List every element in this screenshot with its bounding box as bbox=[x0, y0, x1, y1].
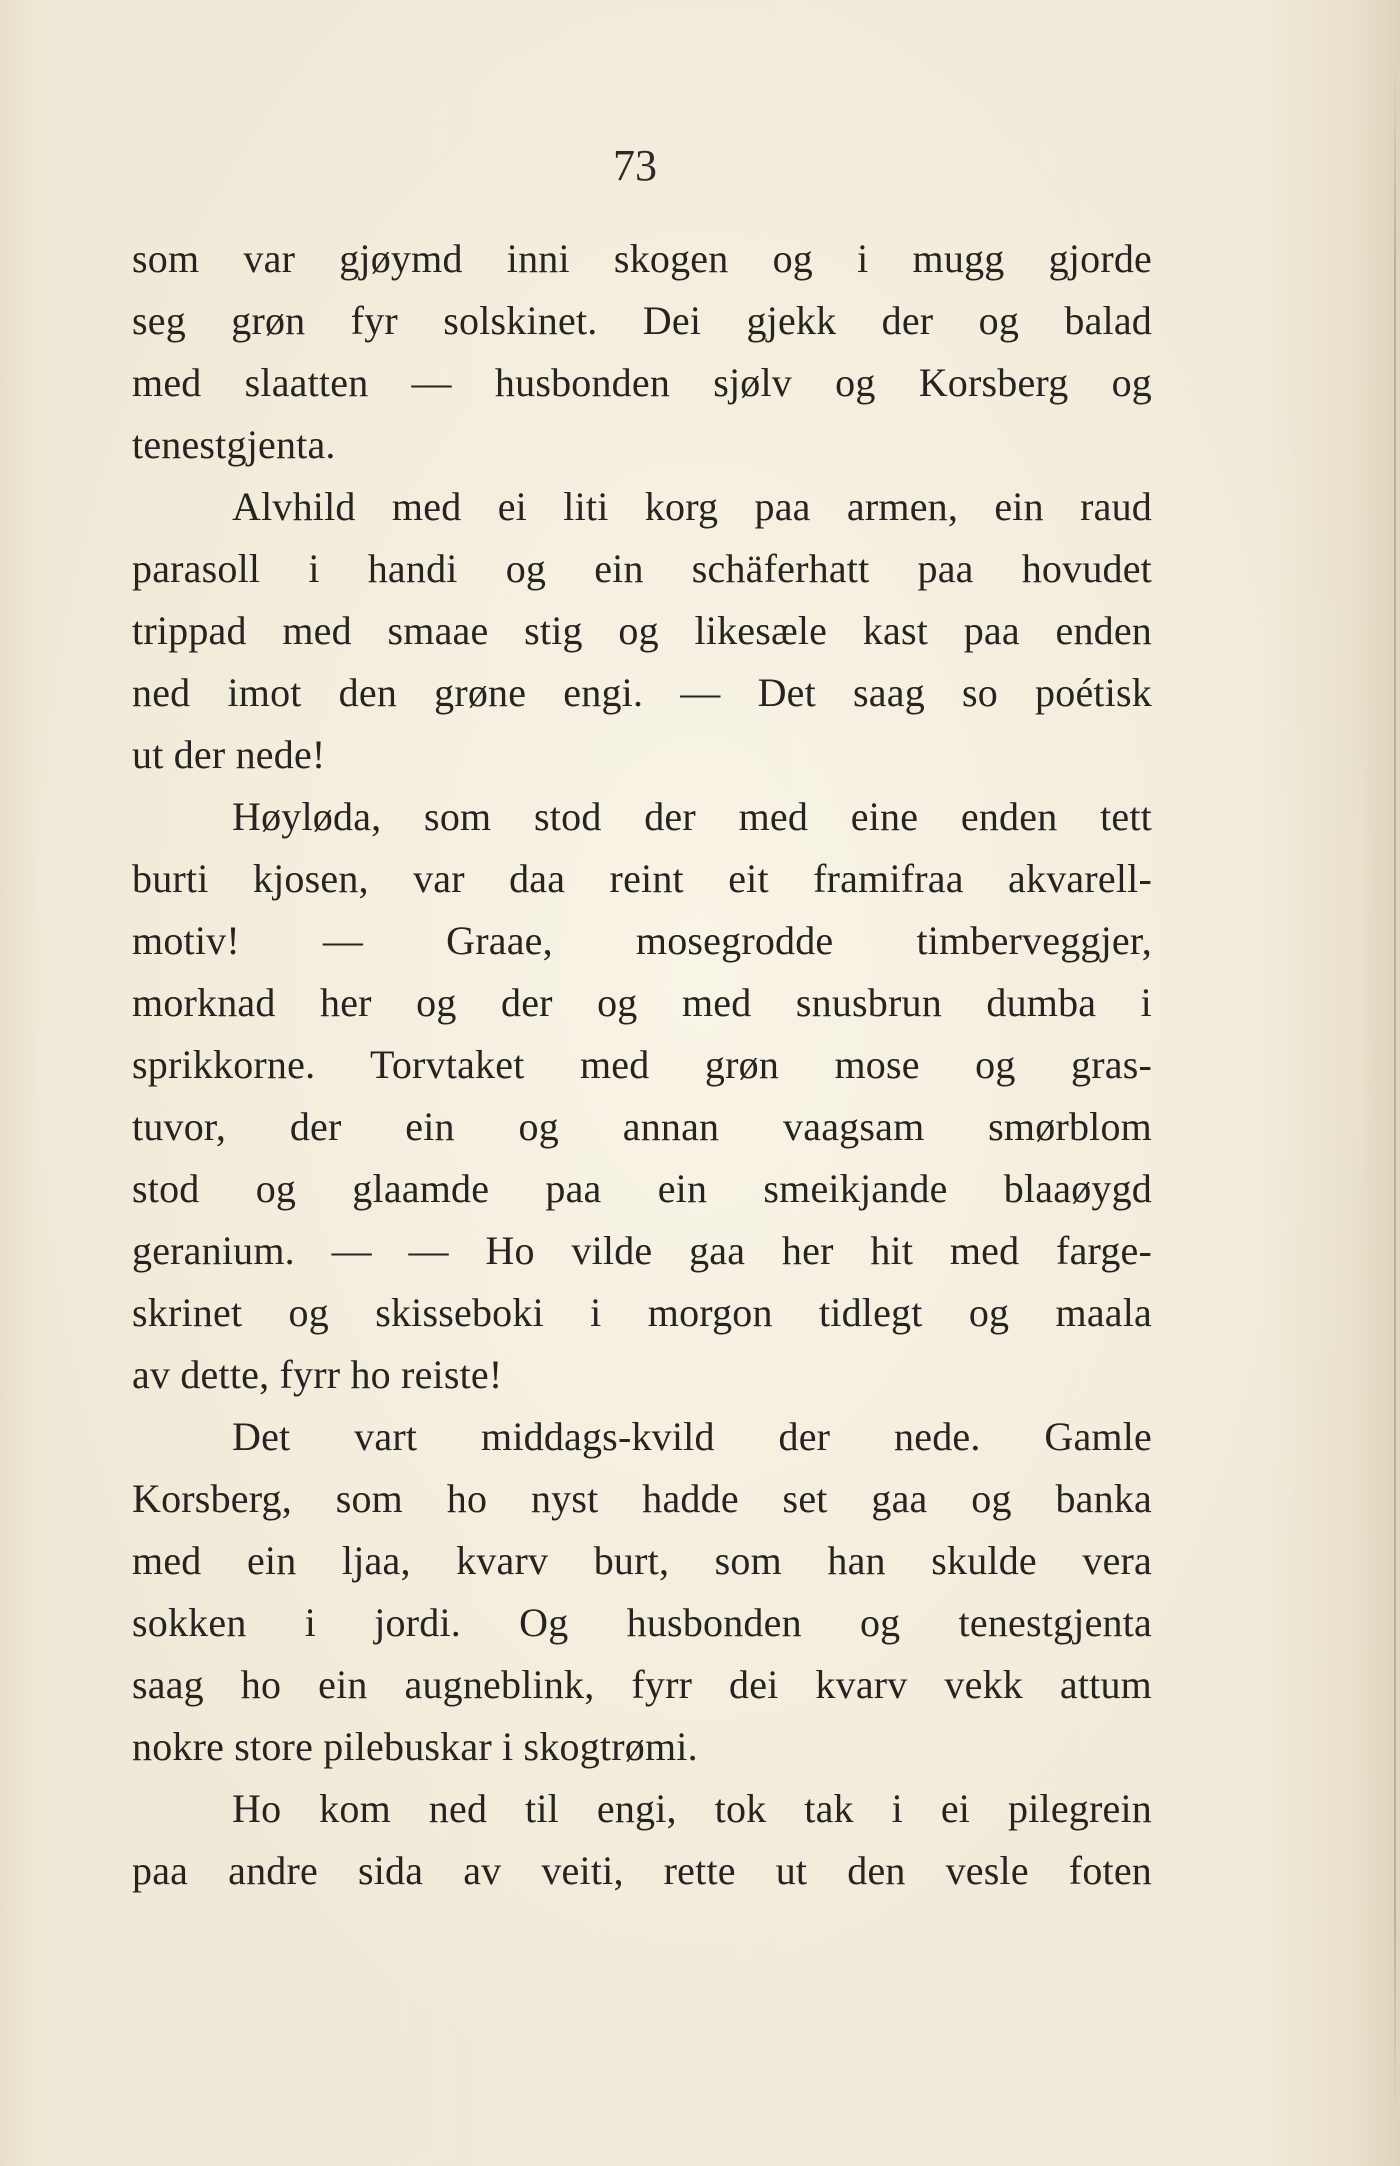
text-line: seg grøn fyr solskinet. Dei gjekk der og balad bbox=[132, 298, 1152, 343]
body-text bbox=[132, 228, 1152, 1902]
text-line: burti kjosen, var daa reint eit framifraa akvarell- bbox=[132, 856, 1152, 901]
text-line: som var gjøymd inni skogen og i mugg gjorde bbox=[132, 236, 1152, 281]
text-line: morknad her og der og med snusbrun dumba i bbox=[132, 980, 1152, 1025]
page-number: 73 bbox=[613, 141, 657, 190]
text-line: geranium. — — Ho vilde gaa her hit med farge- bbox=[132, 1228, 1152, 1273]
text-line: med ein ljaa, kvarv burt, som han skulde vera bbox=[132, 1538, 1152, 1583]
text-line: sprikkorne. Torvtaket med grøn mose og gras- bbox=[132, 1042, 1152, 1087]
text-line: skrinet og skisseboki i morgon tidlegt og maala bbox=[132, 1290, 1152, 1335]
text-line: Høyløda, som stod der med eine enden tett bbox=[232, 794, 1152, 839]
text-line: saag ho ein augneblink, fyrr dei kvarv vekk attum bbox=[132, 1662, 1152, 1707]
text-line: med slaatten — husbonden sjølv og Korsberg og bbox=[132, 360, 1152, 405]
text-line: Det vart middags-kvild der nede. Gamle bbox=[232, 1414, 1152, 1459]
text-line: Alvhild med ei liti korg paa armen, ein raud bbox=[232, 484, 1152, 529]
text-line: parasoll i handi og ein schäferhatt paa hovudet bbox=[132, 546, 1152, 591]
text-line: ned imot den grøne engi. — Det saag so poétisk bbox=[132, 670, 1152, 715]
page-edge-shadow bbox=[1394, 60, 1396, 2120]
text-line: sokken i jordi. Og husbonden og tenestgjenta bbox=[132, 1600, 1152, 1645]
text-line: motiv! — Graae, mosegrodde timberveggjer, bbox=[132, 918, 1152, 963]
text-line: tenestgjenta. bbox=[132, 422, 336, 467]
text-line: ut der nede! bbox=[132, 732, 326, 777]
text-line: av dette, fyrr ho reiste! bbox=[132, 1352, 503, 1397]
text-line: Korsberg, som ho nyst hadde set gaa og banka bbox=[132, 1476, 1152, 1521]
text-line: paa andre sida av veiti, rette ut den vesle foten bbox=[132, 1848, 1152, 1893]
text-line: tuvor, der ein og annan vaagsam smørblom bbox=[132, 1104, 1152, 1149]
text-line: nokre store pilebuskar i skogtrømi. bbox=[132, 1724, 698, 1769]
text-line: stod og glaamde paa ein smeikjande blaaøygd bbox=[132, 1166, 1152, 1211]
text-line: Ho kom ned til engi, tok tak i ei pilegrein bbox=[232, 1786, 1152, 1831]
text-line: trippad med smaae stig og likesæle kast paa enden bbox=[132, 608, 1152, 653]
